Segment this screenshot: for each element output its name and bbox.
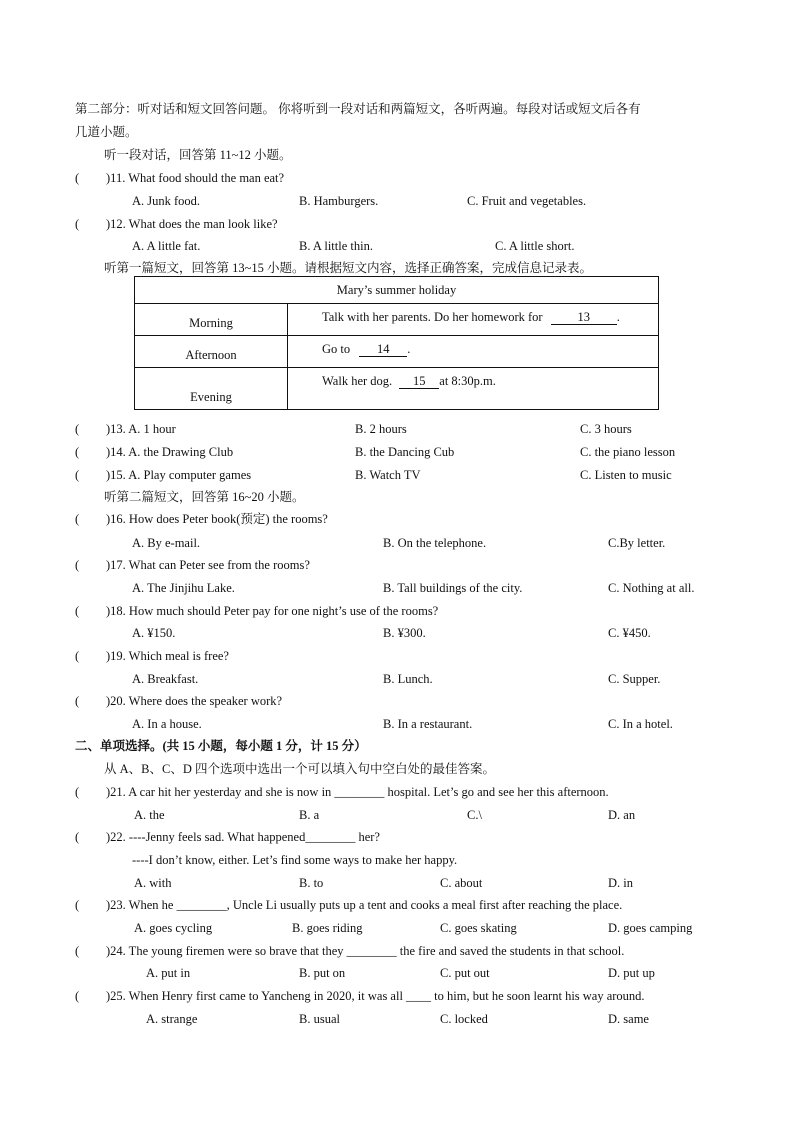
row-content-afternoon [288,336,659,368]
option-15-b: B. Watch TV [355,468,421,482]
answer-paren: ( [75,649,80,663]
passage1-intro: 听第一篇短文，回答第 13~15 小题。请根据短文内容，选择正确答案，完成信息记录表。 [104,261,593,275]
answer-paren: ( [75,217,80,231]
answer-paren: ( [75,785,80,799]
option-14-b: B. the Dancing Cub [355,445,455,459]
table-row [135,368,659,410]
table-row [135,304,659,336]
question-22-reply: ----I don’t know, either. Let’s find some ways to make her happy. [132,853,458,867]
question-12: )12. What does the man look like? [106,217,278,231]
answer-paren: ( [75,604,80,618]
question-23: )23. When he ________, Uncle Li usually puts up a tent and cooks a meal first after reaching the place. [106,898,623,912]
blank-14: 14 [359,342,407,357]
option-25-a: A. strange [146,1012,198,1026]
option-23-d: D. goes camping [608,921,693,935]
blank-13: 13 [551,310,617,325]
option-22-c: C. about [440,876,483,890]
row-label-afternoon: Afternoon [135,336,288,368]
option-18-c: C. ¥450. [608,626,651,640]
content-text: Walk her dog. [322,374,393,388]
option-21-c: C.\ [467,808,482,822]
option-19-a: A. Breakfast. [132,672,199,686]
option-17-c: C. Nothing at all. [608,581,695,595]
row-label-morning: Morning [135,304,288,336]
table-title: Mary’s summer holiday [135,277,659,304]
info-record-table [134,276,659,410]
dialogue-intro: 听一段对话，回答第 11~12 小题。 [104,148,292,162]
option-24-b: B. put on [299,966,346,980]
row-content-morning [288,304,659,336]
option-20-b: B. In a restaurant. [383,717,473,731]
option-24-c: C. put out [440,966,490,980]
content-end: . [616,310,620,324]
option-18-b: B. ¥300. [383,626,426,640]
answer-paren: ( [75,694,80,708]
option-24-d: D. put up [608,966,655,980]
option-12-a: A. A little fat. [132,239,201,253]
option-25-c: C. locked [440,1012,488,1026]
content-text: Talk with her parents. Do her homework for [322,310,543,324]
option-19-c: C. Supper. [608,672,661,686]
table-row [135,336,659,368]
question-14: )14. A. the Drawing Club [106,445,234,459]
option-14-c: C. the piano lesson [580,445,676,459]
section2-instruction: 从 A、B、C、D 四个选项中选出一个可以填入句中空白处的最佳答案。 [104,762,495,776]
answer-paren: ( [75,512,80,526]
content-end: . [407,342,411,356]
option-23-c: C. goes skating [440,921,517,935]
option-16-a: A. By e-mail. [132,536,201,550]
question-16: )16. How does Peter book(预定) the rooms? [106,512,328,526]
option-16-b: B. On the telephone. [383,536,487,550]
question-19: )19. Which meal is free? [106,649,229,663]
option-21-a: A. the [134,808,165,822]
answer-paren: ( [75,830,80,844]
option-21-b: B. a [299,808,320,822]
option-12-c: C. A little short. [495,239,575,253]
question-22: )22. ----Jenny feels sad. What happened________ her? [106,830,380,844]
question-18: )18. How much should Peter pay for one night’s use of the rooms? [106,604,439,618]
option-17-b: B. Tall buildings of the city. [383,581,523,595]
blank-15: 15 [399,374,439,389]
answer-paren: ( [75,171,80,185]
option-24-a: A. put in [146,966,191,980]
option-17-a: A. The Jinjihu Lake. [132,581,235,595]
option-20-a: A. In a house. [132,717,202,731]
option-13-c: C. 3 hours [580,422,632,436]
question-24: )24. The young firemen were so brave that they ________ the fire and saved the students in that school. [106,944,625,958]
content-text: Go to [322,342,351,356]
option-19-b: B. Lunch. [383,672,433,686]
part2-header-line1: 第二部分：听对话和短文回答问题。 你将听到一段对话和两篇短文，各听两遍。每段对话或短文后各有 [75,102,641,116]
option-23-a: A. goes cycling [134,921,213,935]
section2-title: 二、单项选择。(共 15 小题，每小题 1 分，计 15 分） [75,739,367,753]
question-21: )21. A car hit her yesterday and she is now in ________ hospital. Let’s go and see her this afternoon. [106,785,609,799]
option-22-d: D. in [608,876,633,890]
question-25: )25. When Henry first came to Yancheng in 2020, it was all ____ to him, but he soon learnt his way around. [106,989,645,1003]
option-16-c: C.By letter. [608,536,666,550]
option-23-b: B. goes riding [292,921,363,935]
option-25-d: D. same [608,1012,649,1026]
passage2-intro: 听第二篇短文，回答第 16~20 小题。 [104,490,305,504]
option-15-c: C. Listen to music [580,468,672,482]
question-20: )20. Where does the speaker work? [106,694,283,708]
answer-paren: ( [75,445,80,459]
question-11: )11. What food should the man eat? [106,171,285,185]
answer-paren: ( [75,944,80,958]
answer-paren: ( [75,422,80,436]
question-17: )17. What can Peter see from the rooms? [106,558,310,572]
option-11-b: B. Hamburgers. [299,194,379,208]
question-13: )13. A. 1 hour [106,422,176,436]
question-15: )15. A. Play computer games [106,468,252,482]
option-20-c: C. In a hotel. [608,717,673,731]
row-content-evening [288,368,659,410]
answer-paren: ( [75,468,80,482]
answer-paren: ( [75,558,80,572]
option-11-c: C. Fruit and vegetables. [467,194,587,208]
option-18-a: A. ¥150. [132,626,176,640]
answer-paren: ( [75,989,80,1003]
part2-header-line2: 几道小题。 [75,125,138,139]
content-end: at 8:30p.m. [439,374,496,388]
option-12-b: B. A little thin. [299,239,373,253]
option-22-a: A. with [134,876,172,890]
row-label-evening: Evening [135,368,288,410]
option-13-b: B. 2 hours [355,422,407,436]
option-22-b: B. to [299,876,324,890]
option-11-a: A. Junk food. [132,194,201,208]
answer-paren: ( [75,898,80,912]
option-25-b: B. usual [299,1012,340,1026]
option-21-d: D. an [608,808,636,822]
